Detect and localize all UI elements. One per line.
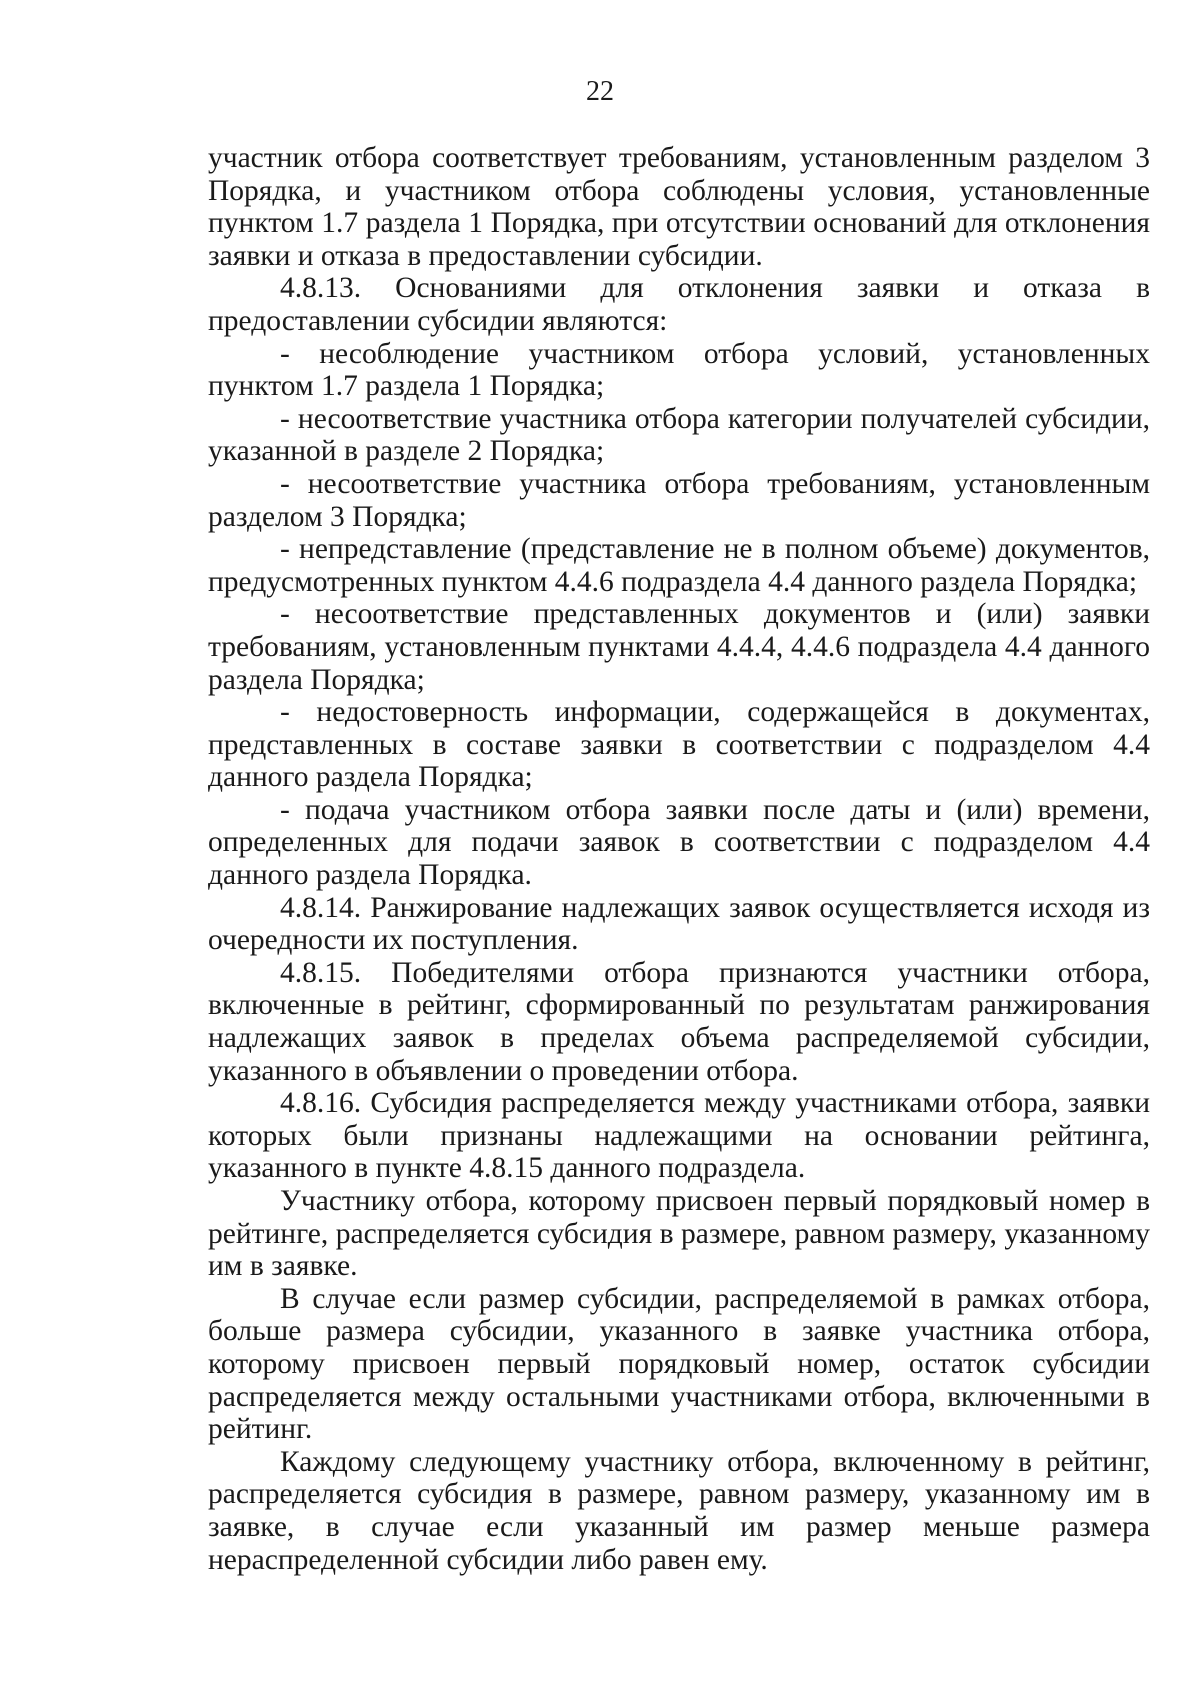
- list-item-false-information: - недостоверность информации, содержащейся в документах, представленных в составе заявки в соответствии с подразделом 4.4 данного раздела Порядка;: [208, 696, 1150, 794]
- document-body: [208, 142, 1150, 1576]
- paragraph-first-participant: Участнику отбора, которому присвоен первый порядковый номер в рейтинге, распределяется субсидия в размере, равном размеру, указанному им в заявке.: [208, 1185, 1150, 1283]
- list-item-documents-mismatch: - несоответствие представленных документов и (или) заявки требованиям, установленным пунктами 4.4.4, 4.4.6 подраздела 4.4 данного раздела Порядка;: [208, 598, 1150, 696]
- paragraph-continuation: участник отбора соответствует требованиям, установленным разделом 3 Порядка, и участником отбора соблюдены условия, установленные пунктом 1.7 раздела 1 Порядка, при отсутствии оснований для отклонения заявки и отказа в предоставлении субсидии.: [208, 142, 1150, 272]
- list-item-noncompliance-conditions: - несоблюдение участником отбора условий, установленных пунктом 1.7 раздела 1 Порядка;: [208, 337, 1150, 403]
- page-number: 22: [586, 76, 614, 107]
- list-item-late-submission: - подача участником отбора заявки после даты и (или) времени, определенных для подачи заявок в соответствии с подразделом 4.4 данного раздела Порядка.: [208, 793, 1150, 892]
- paragraph-remainder-distribution: В случае если размер субсидии, распределяемой в рамках отбора, больше размера субсидии, указанного в заявке участника отбора, которому присвоен первый порядковый номер, остаток субсидии распределяется между остальными участниками отбора, включенными в рейтинг.: [208, 1282, 1150, 1446]
- list-item-requirements-mismatch: - несоответствие участника отбора требованиям, установленным разделом 3 Порядка;: [208, 467, 1150, 533]
- clause-4-8-16: 4.8.16. Субсидия распределяется между участниками отбора, заявки которых были признаны надлежащими на основании рейтинга, указанного в пункте 4.8.15 данного подраздела.: [208, 1087, 1150, 1185]
- clause-4-8-14: 4.8.14. Ранжирование надлежащих заявок осуществляется исходя из очередности их поступления.: [208, 891, 1150, 957]
- clause-4-8-13: 4.8.13. Основаниями для отклонения заявки и отказа в предоставлении субсидии являются:: [208, 272, 1150, 337]
- list-item-category-mismatch: - несоответствие участника отбора категории получателей субсидии, указанной в разделе 2 Порядка;: [208, 402, 1150, 468]
- list-item-documents-missing: - непредставление (представление не в полном объеме) документов, предусмотренных пунктом 4.4.6 подраздела 4.4 данного раздела Порядка;: [208, 533, 1150, 598]
- paragraph-next-participant: Каждому следующему участнику отбора, включенному в рейтинг, распределяется субсидия в размере, равном размеру, указанному им в заявке, в случае если указанный им размер меньше размера нераспределенной субсидии либо равен ему.: [208, 1445, 1150, 1576]
- clause-4-8-15: 4.8.15. Победителями отбора признаются участники отбора, включенные в рейтинг, сформированный по результатам ранжирования надлежащих заявок в пределах объема распределяемой субсидии, указанного в объявлении о проведении отбора.: [208, 956, 1150, 1087]
